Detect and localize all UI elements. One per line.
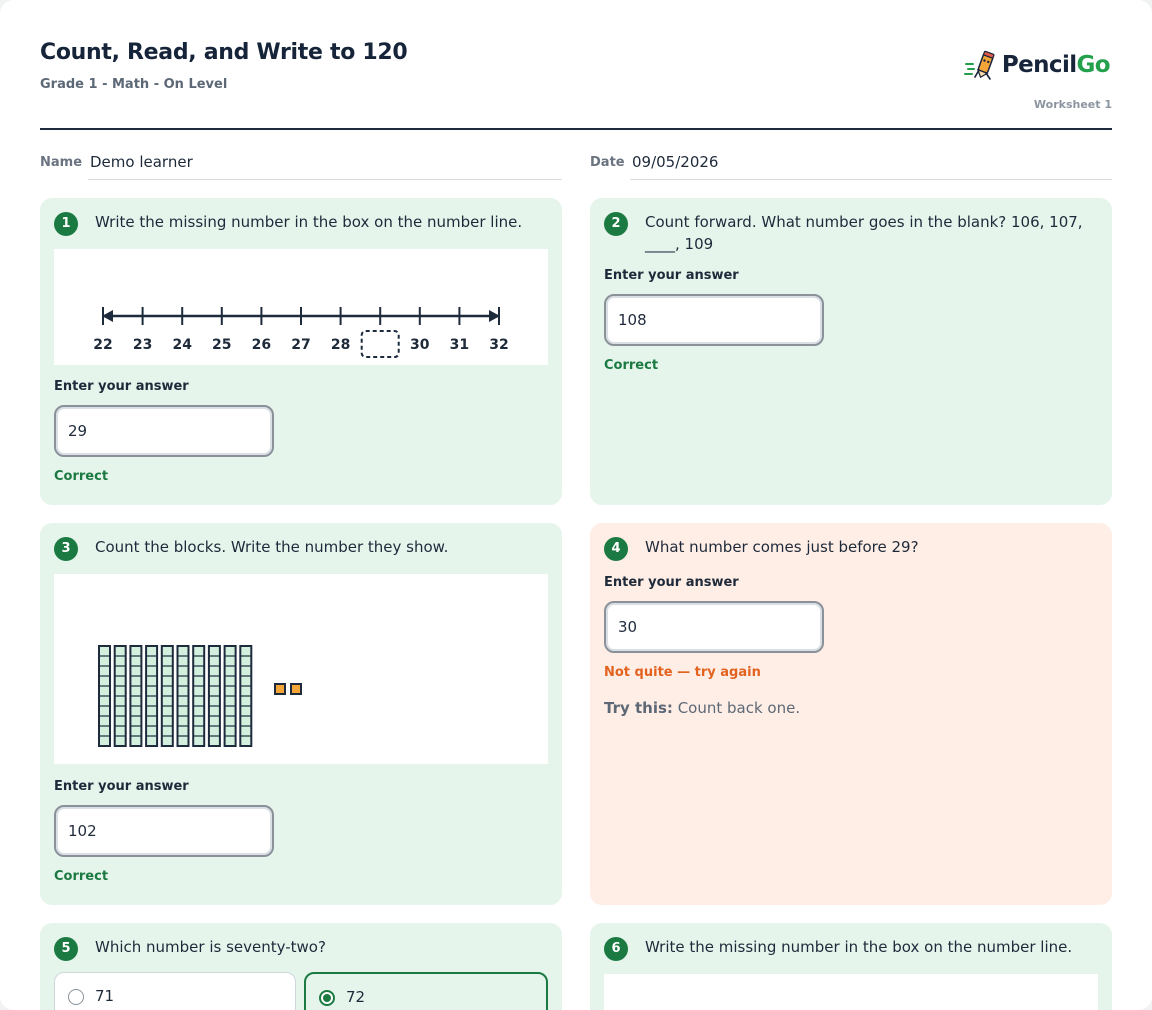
page-title: Count, Read, and Write to 120 xyxy=(40,40,408,65)
question-number: 2 xyxy=(604,212,628,236)
radio-button-selected[interactable] xyxy=(319,990,335,1006)
tens-rod xyxy=(240,646,251,746)
answer-label: Enter your answer xyxy=(54,379,189,394)
name-field[interactable]: Demo learner xyxy=(88,148,562,180)
number-line-label: 25 xyxy=(212,337,232,353)
number-line-label: 23 xyxy=(132,337,153,353)
question-number: 6 xyxy=(604,937,628,961)
pencil-runner-icon xyxy=(964,50,998,80)
choice-option-71[interactable] xyxy=(54,972,296,1010)
question-number: 3 xyxy=(54,537,78,561)
question-text: Write the missing number in the box on the number line. xyxy=(95,213,523,231)
choice-label: 72 xyxy=(346,988,366,1006)
answer-label: Enter your answer xyxy=(54,779,189,794)
question-text: Count forward. What number goes in the blank? 106, 107, ____, 109 xyxy=(645,213,1083,253)
choice-label: 71 xyxy=(95,987,115,1005)
number-line-label: 26 xyxy=(251,337,272,353)
tens-rod xyxy=(99,646,110,746)
header-divider xyxy=(40,128,1112,130)
tens-rod xyxy=(178,646,189,746)
question-text: Count the blocks. Write the number they show. xyxy=(95,538,449,556)
question-card-4 xyxy=(590,523,1112,905)
pencilgo-logo xyxy=(964,48,1110,82)
answer-label: Enter your answer xyxy=(604,575,739,590)
status-correct: Correct xyxy=(54,869,109,884)
tens-rod xyxy=(130,646,141,746)
tens-rod xyxy=(115,646,126,746)
tens-rod xyxy=(193,646,204,746)
hint xyxy=(604,699,800,717)
answer-input[interactable]: 29 xyxy=(54,405,274,457)
question-text: Which number is seventy-two? xyxy=(95,938,326,956)
question-card-3 xyxy=(40,523,562,905)
question-number: 1 xyxy=(54,212,78,236)
question-number: 5 xyxy=(54,937,78,961)
answer-input[interactable]: 108 xyxy=(604,294,824,346)
answer-label: Enter your answer xyxy=(604,268,739,283)
number-line-label: 24 xyxy=(172,337,192,353)
question-card-6 xyxy=(590,923,1112,1010)
answer-input[interactable]: 30 xyxy=(604,601,824,653)
base-ten-blocks-figure xyxy=(54,574,548,764)
missing-number-box xyxy=(362,331,399,357)
question-card-1 xyxy=(40,198,562,505)
question-card-2 xyxy=(590,198,1112,505)
status-incorrect: Not quite — try again xyxy=(604,665,761,680)
question-text: Write the missing number in the box on the number line. xyxy=(645,938,1073,956)
status-correct: Correct xyxy=(54,469,109,484)
status-correct: Correct xyxy=(604,358,659,373)
number-line-figure xyxy=(604,974,1098,1010)
tens-rod xyxy=(146,646,157,746)
number-line-label: 30 xyxy=(410,337,430,353)
choice-option-72[interactable] xyxy=(304,972,548,1010)
tens-rod xyxy=(162,646,173,746)
ones-cube xyxy=(291,684,301,694)
base-ten-blocks xyxy=(54,574,548,764)
number-line-label: 22 xyxy=(93,337,113,353)
logo-text-go: Go xyxy=(1076,52,1110,78)
radio-button[interactable] xyxy=(68,989,84,1005)
question-card-5 xyxy=(40,923,562,1010)
hint-label: Try this: xyxy=(604,699,673,717)
tens-rod xyxy=(225,646,236,746)
logo-text-pencil: Pencil xyxy=(1001,52,1077,78)
ones-cube xyxy=(275,684,285,694)
date-label: Date xyxy=(590,155,625,170)
number-line-label: 32 xyxy=(489,337,509,353)
question-number: 4 xyxy=(604,537,628,561)
answer-input[interactable]: 102 xyxy=(54,805,274,857)
number-line-label: 31 xyxy=(449,337,470,353)
worksheet-number: Worksheet 1 xyxy=(1033,98,1112,111)
number-line-figure xyxy=(54,249,548,365)
number-line xyxy=(54,249,548,365)
page-subtitle: Grade 1 - Math - On Level xyxy=(40,77,228,92)
number-line-label: 27 xyxy=(291,337,311,353)
name-label: Name xyxy=(40,155,83,170)
number-line-label: 28 xyxy=(330,337,351,353)
tens-rod xyxy=(209,646,220,746)
hint-text: Count back one. xyxy=(677,699,801,717)
question-text: What number comes just before 29? xyxy=(645,538,919,556)
date-field[interactable]: 09/05/2026 xyxy=(630,148,1112,180)
